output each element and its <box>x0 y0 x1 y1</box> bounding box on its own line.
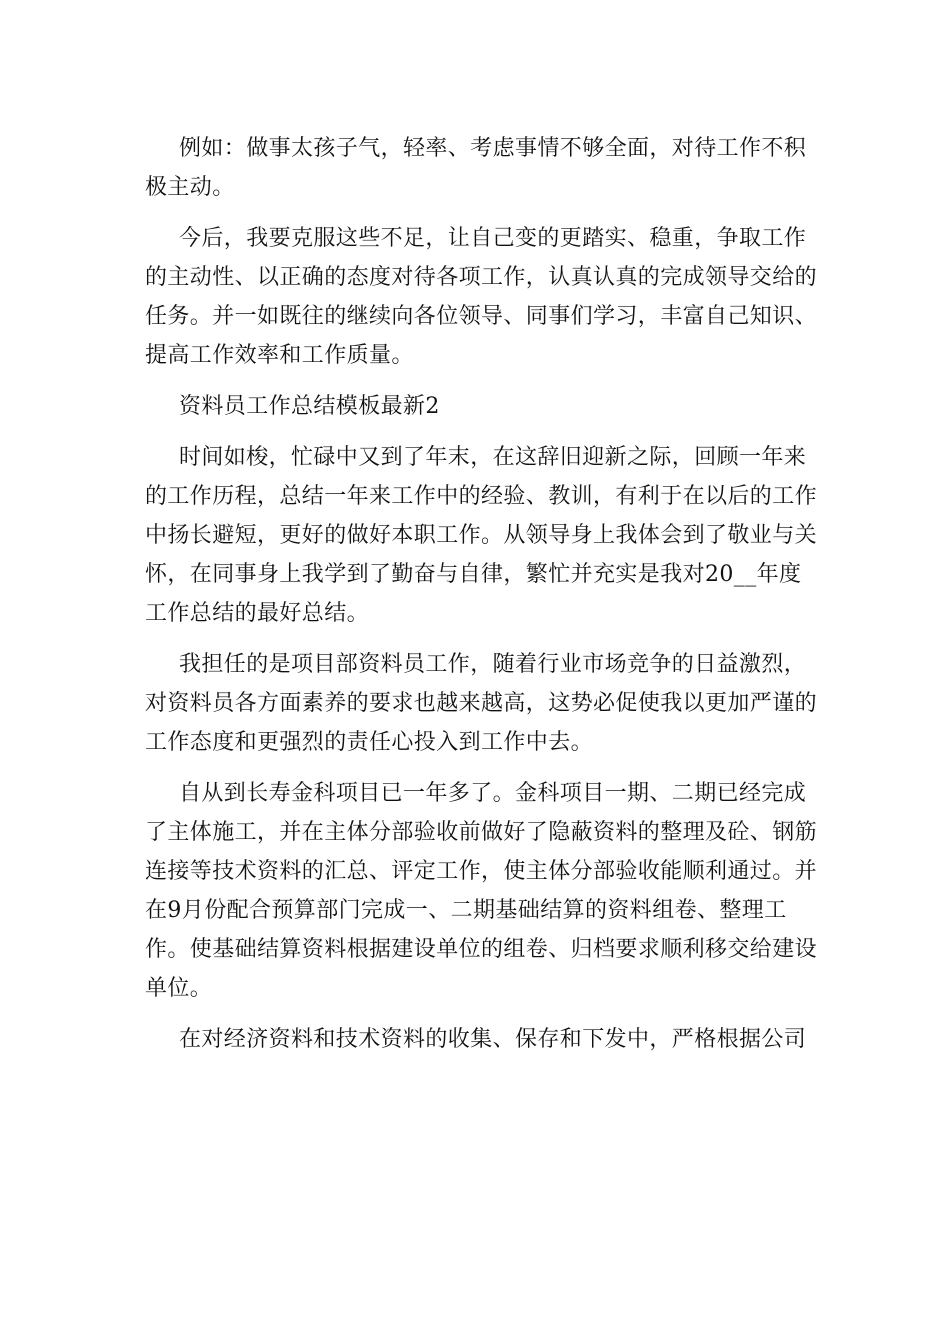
paragraph-improvement-plan: 今后，我要克服这些不足，让自己变的更踏实、稳重，争取工作的主动性、以正确的态度对待各项工作，认真认真的完成领导交给的任务。并一如既往的继续向各位领导、同事们学习，丰富自己知识、提高工作效率和工作质量。 <box>145 226 818 368</box>
paragraph-shortcomings: 例如：做事太孩子气，轻率、考虑事情不够全面，对待工作不积极主动。 <box>145 136 807 200</box>
paragraph-document-handling: 在对经济资料和技术资料的收集、保存和下发中，严格根据公司 <box>179 1027 807 1052</box>
paragraph-year-review: 时间如梭，忙碌中又到了年末，在这辞旧迎新之际，回顾一年来的工作历程，总结一年来工作中的经验、教训，有利于在以后的工作中扬长避短，更好的做好本职工作。从领导身上我体会到了敬业与关怀，在同事身上我学到了勤奋与自律，繁忙并充实是我对20__年度工作总结的最好总结。 <box>145 445 818 626</box>
paragraph-role: 我担任的是项目部资料员工作，随着行业市场竞争的日益激烈，对资料员各方面素养的要求也越来越高，这势必促使我以更加严谨的工作态度和更强烈的责任心投入到工作中去。 <box>145 652 818 755</box>
document-body <box>145 129 820 1071</box>
paragraph-project-work: 自从到长寿金科项目已一年多了。金科项目一期、二期已经完成了主体施工，并在主体分部验收前做好了隐蔽资料的整理及砼、钢筋连接等技术资料的汇总、评定工作，使主体分部验收能顺利通过。并在9月份配合预算部门完成一、二期基础结算的资料组卷、整理工作。使基础结算资料根据建设单位的组卷、归档要求顺利移交给建设单位。 <box>145 781 818 1001</box>
section-heading: 资料员工作总结模板最新2 <box>179 394 440 419</box>
